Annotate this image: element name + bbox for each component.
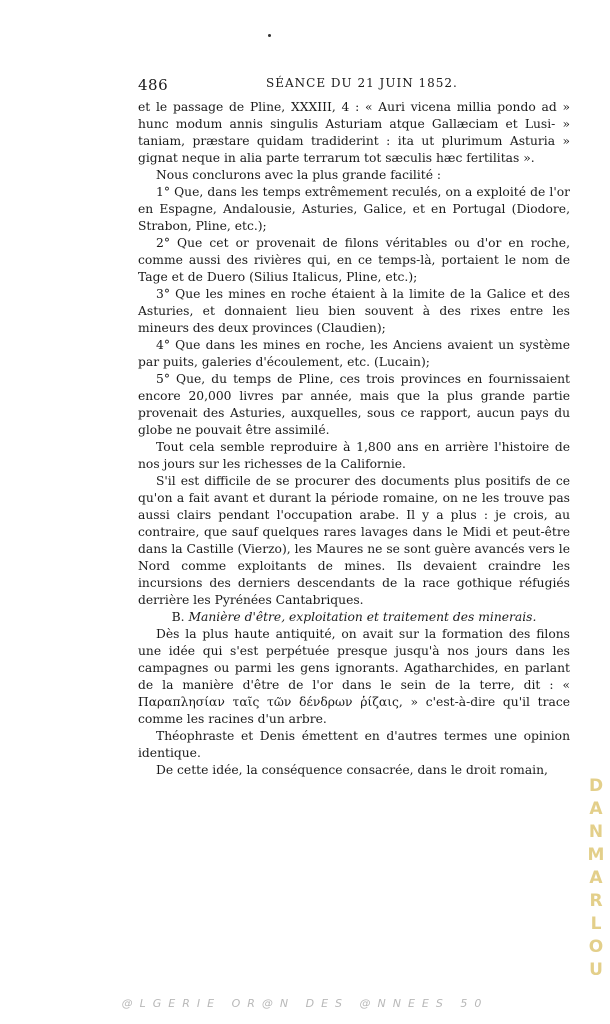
paragraph-california: Tout cela semble reproduire à 1,800 ans en arrière l'histoire de nos jours sur les richesses de la Californie.	[138, 440, 570, 471]
print-speck	[268, 34, 271, 37]
page-number: 486	[138, 76, 169, 94]
bottom-watermark: @LGERIE OR@N DES @NNEES 50	[121, 997, 489, 1010]
paragraph-antiquity: Dès la plus haute antiquité, on avait sur la formation des filons une idée qui s'est perpétuée presque jusqu'à nos jours dans les campagnes ou parmi les gens ignorants. Agatharchides, en parlant de la manière d'être de l'or dans le sein de la terre, dit : « Παραπλησίαν ταῖς τῶν δένδρων ῥίζαις, » c'est-à-dire qu'il trace comme les racines d'un arbre.	[138, 627, 570, 726]
paragraph-roman-law: De cette idée, la conséquence consacrée, dans le droit romain,	[156, 763, 548, 777]
paragraph-theophrastus: Théophraste et Denis émettent en d'autres termes une opinion identique.	[138, 729, 570, 760]
paragraph-point-5: 5° Que, du temps de Pline, ces trois provinces en fournissaient encore 20,000 livres par année, mais que la plus grande partie provenait des Asturies, auxquelles, sous ce rapport, aucun pays du globe ne pouvait être assimilé.	[138, 372, 570, 437]
paragraph-point-3: 3° Que les mines en roche étaient à la limite de la Galice et des Asturies, et donnaient lieu bien souvent à des rixes entre les mineurs des deux provinces (Claudien);	[138, 287, 570, 335]
paragraph-arab-period: S'il est difficile de se procurer des documents plus positifs de ce qu'on a fait avant et durant la période romaine, on ne les trouve pas aussi clairs pendant l'occupation arabe. Il y a plus : je crois, au contraire, que sauf quelques rares lavages dans le Midi et peut-être dans la Castille (Vierzo), les Maures ne se sont guère avancés vers le Nord comme exploitants de mines. Ils devaient craindre les incursions des derniers descendants de la race gothique réfugiés derrière les Pyrénées Cantabriques.	[138, 474, 570, 607]
paragraph-conclusion-intro: Nous conclurons avec la plus grande facilité :	[156, 168, 442, 182]
section-letter: B.	[171, 610, 185, 624]
running-title: SÉANCE DU 21 JUIN 1852.	[266, 76, 458, 90]
side-watermark: DANMARLOU	[586, 776, 606, 983]
paragraph-point-2: 2° Que cet or provenait de filons véritables ou d'or en roche, comme aussi des rivières qui, en ce temps-là, portaient le nom de Tage et de Duero (Silius Italicus, Pline, etc.);	[138, 236, 570, 284]
section-title: Manière d'être, exploitation et traitement des minerais.	[188, 610, 537, 624]
section-heading	[138, 609, 570, 626]
paragraph-point-1: 1° Que, dans les temps extrêmement reculés, on a exploité de l'or en Espagne, Andalousie, Asturies, Galice, et en Portugal (Diodore, Strabon, Pline, etc.);	[138, 185, 570, 233]
paragraph-pline-quote: et le passage de Pline, XXXIII, 4 : « Auri vicena millia pondo ad » hunc modum annis singulis Asturiam atque Gallæciam et Lusi- » taniam, præstare quidam tradiderint : ita ut plurimum Asturia » gignat neque in alia parte terrarum tot sæculis hæc fertilitas ».	[138, 100, 570, 165]
body-text	[138, 99, 570, 779]
paragraph-point-4: 4° Que dans les mines en roche, les Anciens avaient un système par puits, galeries d'écoulement, etc. (Lucain);	[138, 338, 570, 369]
